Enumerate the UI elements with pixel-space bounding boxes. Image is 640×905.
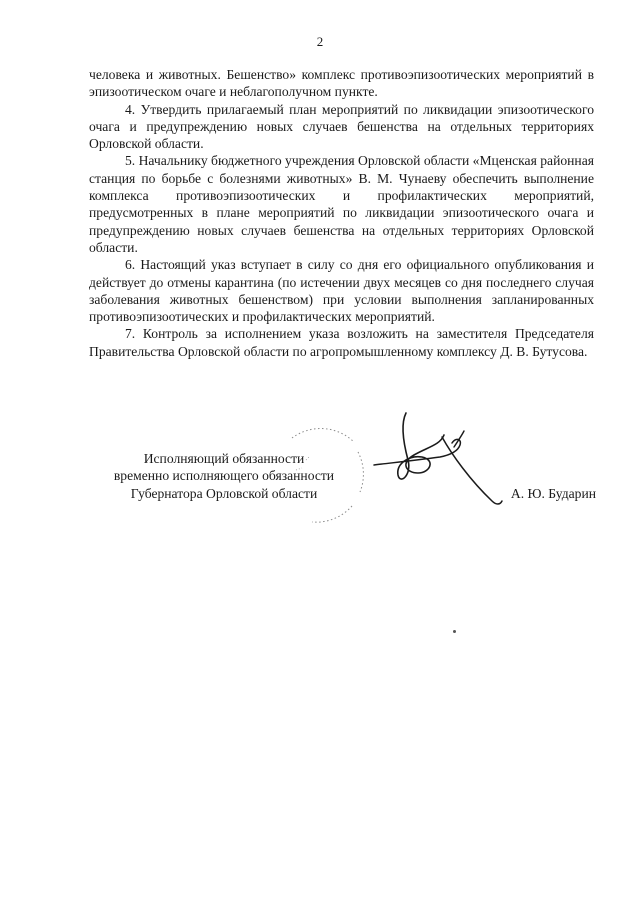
signatory-title-line-2: временно исполняющего обязанности — [113, 468, 335, 484]
paragraph-item-5: 5. Начальнику бюджетного учреждения Орловской области «Мценская районная станция по борьбе с болезнями животных» В. М. Чунаеву обеспечить выполнение комплекса противоэпизоотических и профилактических мероприятий, предусмотренных в плане мероприятий по ликвидации эпизоотического очага и предупреждению новых случаев бешенства на отдельных территориях Орловской области. — [89, 153, 594, 255]
paragraph-item-4: 4. Утвердить прилагаемый план мероприятий по ликвидации эпизоотического очага и предупреждению новых случаев бешенства на отдельных территориях Орловской области. — [89, 101, 594, 152]
page-number: 2 — [316, 34, 324, 49]
signatory-title-line-3: Губернатора Орловской области — [130, 485, 318, 501]
signatory-title-line-1: Исполняющий обязанности — [143, 451, 305, 466]
stray-dot — [453, 630, 456, 633]
document-body — [89, 66, 594, 360]
faint-stamp-icon — [262, 420, 372, 530]
signatory-name: А. Ю. Бударин — [510, 486, 596, 501]
paragraph-item-6: 6. Настоящий указ вступает в силу со дня его официального опубликования и действует до отмены карантина (по истечении двух месяцев со дня последнего случая заболевания животных бешенством) при условии выполнения запланированных противоэпизоотических и профилактических мероприятий. — [89, 257, 594, 325]
paragraph-item-7: 7. Контроль за исполнением указа возложить на заместителя Председателя Правительства Орловской области по агропромышленному комплексу Д. В. Бутусова. — [89, 326, 594, 359]
paragraph-continuation: человека и животных. Бешенство» комплекс противоэпизоотических мероприятий в эпизоотическом очаге и неблагополучном пункте. — [89, 67, 594, 100]
